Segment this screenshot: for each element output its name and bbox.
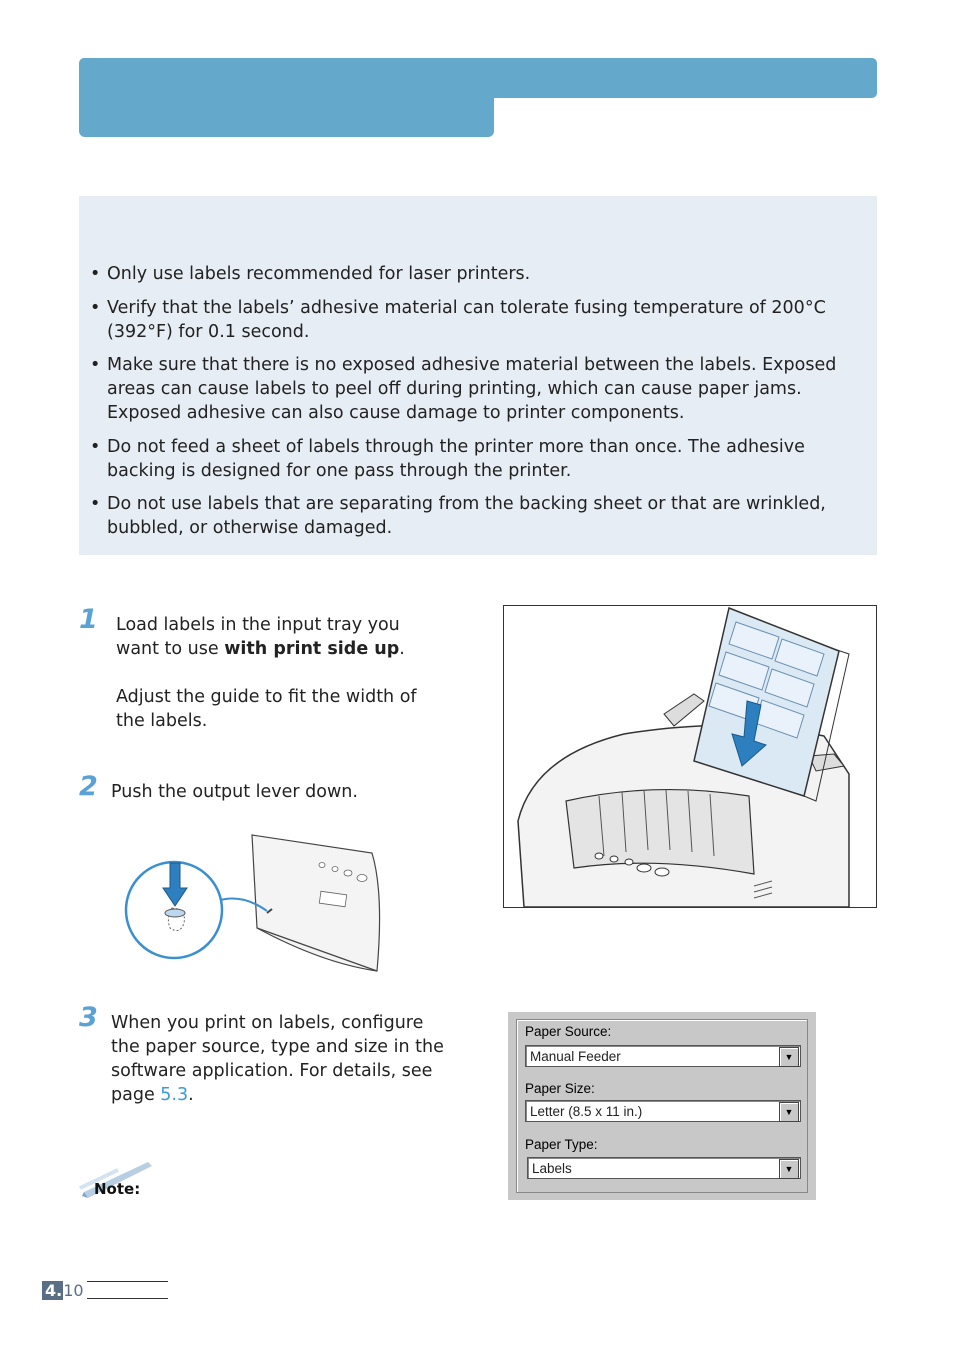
step-1-emphasis: with print side up	[224, 639, 400, 659]
paper-settings-panel	[508, 1012, 816, 1200]
paper-type-label: Paper Type:	[525, 1137, 598, 1152]
guideline-item: • Verify that the labels’ adhesive material can tolerate fusing temperature of 200°C (392°F) for 0.1 second.	[90, 296, 870, 344]
step-3-text	[111, 1011, 451, 1107]
paper-source-select[interactable]	[525, 1045, 801, 1067]
chapter-number: 4.	[42, 1281, 63, 1300]
step-1-text-end: .	[399, 639, 405, 659]
output-lever-illustration	[122, 833, 384, 975]
paper-type-value: Labels	[532, 1161, 572, 1176]
page-number	[42, 1281, 84, 1300]
step-3-text-start: When you print on labels, configure the paper source, type and size in the software application. For details, see page	[111, 1013, 444, 1105]
guideline-item: • Do not feed a sheet of labels through the printer more than once. The adhesive backing is designed for one pass through the printer.	[90, 435, 870, 483]
page-link[interactable]: 5.3	[160, 1085, 189, 1105]
step-3-number: 3	[79, 1002, 98, 1033]
step-2-number: 2	[79, 771, 98, 802]
section-banner-tab	[79, 90, 494, 137]
chevron-down-icon[interactable]: ▼	[779, 1047, 799, 1067]
footer-rule-bottom	[87, 1298, 168, 1299]
step-2-text: Push the output lever down.	[111, 782, 358, 802]
step-3-text-end: .	[188, 1085, 194, 1105]
printer-illustration-svg	[504, 606, 876, 907]
output-lever-svg	[122, 833, 384, 975]
paper-size-value: Letter (8.5 x 11 in.)	[530, 1104, 643, 1119]
guidelines-list	[90, 262, 870, 550]
paper-size-select[interactable]	[525, 1100, 801, 1122]
step-1-number: 1	[79, 604, 98, 635]
chevron-down-icon[interactable]: ▼	[779, 1102, 799, 1122]
note-label: Note:	[94, 1180, 141, 1198]
chevron-down-icon[interactable]: ▼	[779, 1159, 799, 1179]
step-1-text-start: Load labels in the input tray you want to use	[116, 615, 400, 659]
footer-rule-top	[87, 1281, 168, 1282]
guideline-item: • Make sure that there is no exposed adhesive material between the labels. Exposed areas can cause labels to peel off during printing, which can cause paper jams. Exposed adhesive can also cause damage to printer components.	[90, 353, 870, 425]
page-number-value: 10	[63, 1281, 84, 1300]
guideline-item: • Do not use labels that are separating from the backing sheet or that are wrinkled, bubbled, or otherwise damaged.	[90, 492, 870, 540]
paper-size-label: Paper Size:	[525, 1081, 595, 1096]
paper-source-label: Paper Source:	[525, 1024, 612, 1039]
printer-labels-illustration	[503, 605, 877, 908]
step-1-text	[116, 613, 446, 661]
step-1-subtext: Adjust the guide to fit the width of the labels.	[116, 687, 417, 731]
paper-type-select[interactable]	[527, 1157, 801, 1179]
paper-source-value: Manual Feeder	[530, 1049, 621, 1064]
guideline-item: • Only use labels recommended for laser printers.	[90, 262, 870, 286]
